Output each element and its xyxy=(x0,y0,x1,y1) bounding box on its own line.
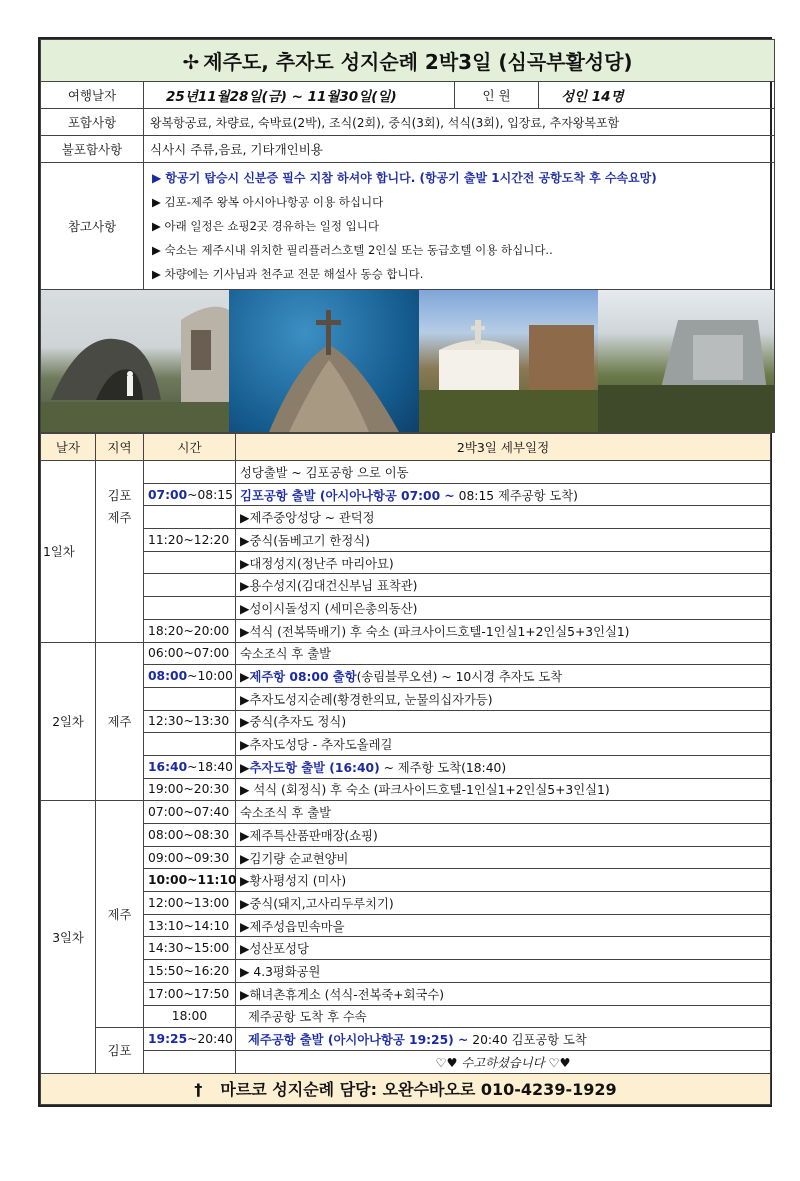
day2-region: 제주 xyxy=(96,642,144,801)
day2-detail-6 xyxy=(236,755,771,778)
detail-bold: 추자도항 출발 (16:40) xyxy=(249,760,380,775)
day3-time-5: 12:00~13:00 xyxy=(144,892,236,915)
excluded-label: 불포함사항 xyxy=(41,136,144,163)
day1-time-3 xyxy=(144,506,236,529)
day1-detail-8: ▶석식 (전복뚝배기) 후 숙소 (파크사이드호텔-1인실1+2인실5+3인실1) xyxy=(236,619,771,642)
day3-detail-5: ▶중식(돼지,고사리두루치기) xyxy=(236,892,771,915)
day2-time-6 xyxy=(144,755,236,778)
day2-detail-3: ▶추자도성지순례(황경한의묘, 눈물의십자가등) xyxy=(236,687,771,710)
day1-time-5 xyxy=(144,551,236,574)
day3-detail-11 xyxy=(236,1028,771,1051)
date-value: 25년11월28일(금) ~ 11월30일(일) xyxy=(144,82,455,109)
day1-detail-4: ▶중식(돔베고기 한정식) xyxy=(236,529,771,552)
day2-detail-1: 숙소조식 후 출발 xyxy=(236,642,771,665)
time-bold: 08:00 xyxy=(148,669,188,684)
day3-time-9: 17:00~17:50 xyxy=(144,982,236,1005)
day1-detail-7: ▶성이시돌성지 (세미은총의동산) xyxy=(236,597,771,620)
day1-time-4: 11:20~12:20 xyxy=(144,529,236,552)
day1-region-blank xyxy=(96,551,144,574)
note-item: ▶ 김포-제주 왕복 아시아나항공 이용 하십니다 xyxy=(152,195,384,209)
day2-time-1: 06:00~07:00 xyxy=(144,642,236,665)
time-rest: ~20:40 xyxy=(187,1032,233,1047)
time-bold: 16:40 xyxy=(148,759,188,774)
note-item: ▶ 항공기 탑승시 신분증 필수 지참 하셔야 합니다. (항공기 출발 1시간전 공항도착 후 수속요망) xyxy=(152,171,657,185)
people-label: 인 원 xyxy=(455,82,539,109)
grotto-chapel-photo xyxy=(41,290,229,432)
day3-detail-6: ▶제주성읍민속마을 xyxy=(236,914,771,937)
day3-detail-2: ▶제주특산품판매장(쇼핑) xyxy=(236,824,771,847)
time-rest: ~10:00 xyxy=(187,669,233,684)
people-value: 성인 14명 xyxy=(539,82,775,109)
schedule-table xyxy=(40,433,771,1105)
day1-time-1 xyxy=(144,461,236,484)
bullet: ▶ xyxy=(240,670,250,685)
time-rest: ~08:15 xyxy=(187,487,233,502)
day1-detail-3: ▶제주중앙성당 ~ 관덕정 xyxy=(236,506,771,529)
day2-time-4: 12:30~13:30 xyxy=(144,710,236,733)
included-value: 왕복항공료, 차량료, 숙박료(2박), 조식(2회), 중식(3회), 석식(3회), 입장료, 추자왕복포함 xyxy=(144,109,775,136)
day2-detail-4: ▶중식(추자도 정식) xyxy=(236,710,771,733)
footer-text: 마르코 성지순례 담당: 오완수바오로 010-4239-1929 xyxy=(220,1080,617,1100)
chapel-building-photo xyxy=(419,290,599,432)
notes-list xyxy=(144,163,775,290)
day1-region-jeju: 제주 xyxy=(96,506,144,529)
rock-cross-sea-photo xyxy=(229,290,419,432)
time-bold: 07:00 xyxy=(148,487,188,502)
day2-time-3 xyxy=(144,687,236,710)
day1-time-6 xyxy=(144,574,236,597)
day3-time-11 xyxy=(144,1028,236,1051)
day1-region-gimpo: 김포 xyxy=(96,483,144,506)
notes-label: 참고사항 xyxy=(41,163,144,290)
day2-time-7: 19:00~20:30 xyxy=(144,778,236,801)
bullet: ▶ xyxy=(240,760,250,775)
day1-label: 1일차 xyxy=(41,461,96,643)
day3-time-6: 13:10~14:10 xyxy=(144,914,236,937)
included-label: 포함사항 xyxy=(41,109,144,136)
note-item: ▶ 차량에는 기사님과 천주교 전문 해설사 동승 합니다. xyxy=(152,267,424,281)
detail-rest: 08:15 제주공항 도착) xyxy=(454,488,578,503)
day1-region-blank xyxy=(96,597,144,620)
time-rest: ~18:40 xyxy=(187,759,233,774)
day3-time-12 xyxy=(144,1050,236,1073)
day1-time-8: 18:20~20:00 xyxy=(144,619,236,642)
photo-strip xyxy=(41,290,775,433)
day1-detail-6: ▶용수성지(김대건신부님 표착관) xyxy=(236,574,771,597)
title-text: 제주도, 추자도 성지순례 2박3일 (심곡부활성당) xyxy=(203,50,633,74)
day3-time-7: 14:30~15:00 xyxy=(144,937,236,960)
detail-bold: 제주항 08:00 출항 xyxy=(249,670,357,685)
day3-detail-3: ▶김기량 순교현양비 xyxy=(236,846,771,869)
day1-region-blank xyxy=(96,461,144,484)
day3-time-10: 18:00 xyxy=(144,1005,236,1028)
day3-label: 3일차 xyxy=(41,801,96,1073)
date-label: 여행날자 xyxy=(41,82,144,109)
day2-time-5 xyxy=(144,733,236,756)
day3-detail-8: ▶ 4.3평화공원 xyxy=(236,960,771,983)
detail-rest: ~ 제주항 도착(18:40) xyxy=(379,760,507,775)
day1-region-blank xyxy=(96,574,144,597)
day1-detail-1: 성당출발 ~ 김포공항 으로 이동 xyxy=(236,461,771,484)
note-item: ▶ 아래 일정은 쇼핑2곳 경유하는 일정 입니다 xyxy=(152,219,379,233)
cross-icon: † xyxy=(194,1080,203,1100)
day1-region-blank xyxy=(96,529,144,552)
day3-time-1: 07:00~07:40 xyxy=(144,801,236,824)
day3-region-jeju: 제주 xyxy=(96,801,144,1028)
header-day: 날자 xyxy=(41,434,96,461)
header-detail: 2박3일 세부일정 xyxy=(236,434,771,461)
page-title xyxy=(41,40,775,82)
day3-region-gimpo: 김포 xyxy=(96,1028,144,1073)
header-region: 지역 xyxy=(96,434,144,461)
day1-time-2 xyxy=(144,483,236,506)
day3-time-3: 09:00~09:30 xyxy=(144,846,236,869)
note-item: ▶ 숙소는 제주시내 위치한 필리플러스호텔 2인실 또는 동급호텔 이용 하십니다.. xyxy=(152,243,553,257)
day3-detail-9: ▶해녀촌휴게소 (석식-전복죽+회국수) xyxy=(236,982,771,1005)
day2-time-2 xyxy=(144,665,236,688)
itinerary-table xyxy=(40,39,775,433)
day3-detail-4: ▶황사평성지 (미사) xyxy=(236,869,771,892)
detail-rest: 20:40 김포공항 도착 xyxy=(468,1033,587,1048)
day1-region-blank xyxy=(96,619,144,642)
detail-rest: (송림블루오션) ~ 10시경 추자도 도착 xyxy=(356,670,563,685)
footer-contact xyxy=(41,1073,771,1104)
day1-detail-5: ▶대정성지(정난주 마리아묘) xyxy=(236,551,771,574)
day2-detail-2 xyxy=(236,665,771,688)
martyrs-tomb-photo xyxy=(598,290,774,432)
day2-detail-7: ▶ 석식 (회정식) 후 숙소 (파크사이드호텔-1인실1+2인실5+3인실1) xyxy=(236,778,771,801)
day3-time-8: 15:50~16:20 xyxy=(144,960,236,983)
day3-time-4: 10:00~11:10 xyxy=(144,869,236,892)
excluded-value: 식사시 주류,음료, 기타개인비용 xyxy=(144,136,775,163)
day3-detail-7: ▶성산포성당 xyxy=(236,937,771,960)
day3-time-2: 08:00~08:30 xyxy=(144,824,236,847)
time-bold: 19:25 xyxy=(148,1032,188,1047)
detail-bold: 김포공항 출발 (아시아나항공 07:00 ~ xyxy=(240,488,455,503)
cross-icon: ✢ xyxy=(182,50,200,74)
detail-bold: 제주공항 출발 (아시아나항공 19:25) ~ xyxy=(248,1033,469,1048)
day1-detail-2 xyxy=(236,483,771,506)
day2-label: 2일차 xyxy=(41,642,96,801)
day3-detail-1: 숙소조식 후 출발 xyxy=(236,801,771,824)
day3-detail-12: ♡♥ 수고하셨습니다 ♡♥ xyxy=(236,1050,771,1073)
day3-detail-10: 제주공항 도착 후 수속 xyxy=(236,1005,771,1028)
header-time: 시간 xyxy=(144,434,236,461)
day2-detail-5: ▶추자도성당 - 추자도올레길 xyxy=(236,733,771,756)
day1-time-7 xyxy=(144,597,236,620)
itinerary-sheet xyxy=(38,37,772,1107)
